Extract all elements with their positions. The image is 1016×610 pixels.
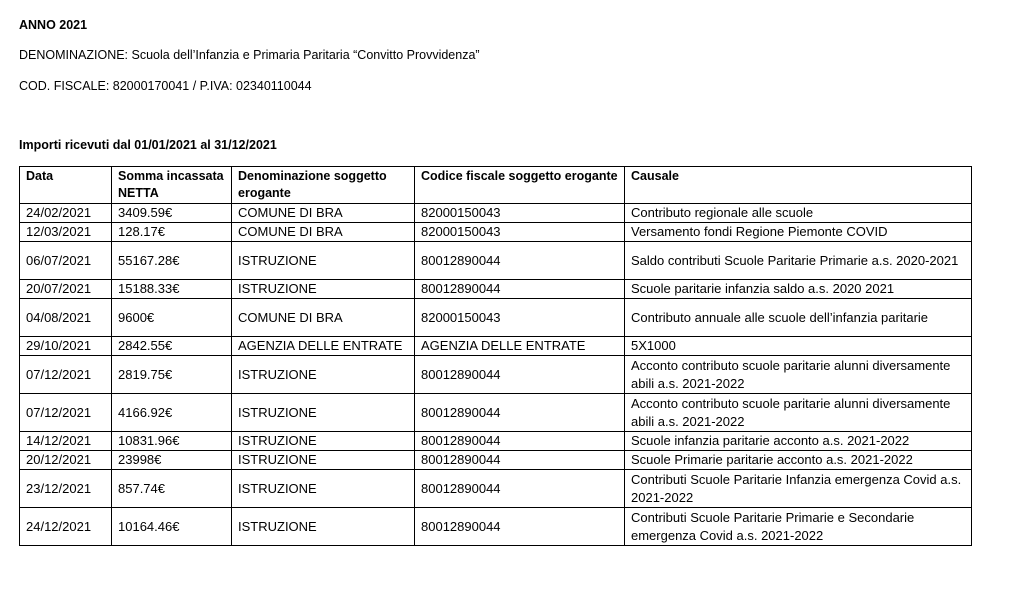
cell-entity: ISTRUZIONE: [232, 394, 415, 432]
cell-entity: AGENZIA DELLE ENTRATE: [232, 337, 415, 356]
cell-entity: ISTRUZIONE: [232, 356, 415, 394]
cell-entity: COMUNE DI BRA: [232, 204, 415, 223]
cell-amount: 857.74€: [112, 470, 232, 508]
cell-date: 12/03/2021: [20, 223, 112, 242]
cell-date: 07/12/2021: [20, 394, 112, 432]
cell-reason: Contributi Scuole Paritarie Infanzia emergenza Covid a.s. 2021-2022: [625, 470, 972, 508]
cell-amount: 3409.59€: [112, 204, 232, 223]
cell-amount: 128.17€: [112, 223, 232, 242]
cell-tax-code: AGENZIA DELLE ENTRATE: [415, 337, 625, 356]
cell-entity: ISTRUZIONE: [232, 508, 415, 546]
table-row: [20, 508, 972, 546]
period-title: Importi ricevuti dal 01/01/2021 al 31/12/2021: [19, 138, 277, 152]
cell-tax-code: 80012890044: [415, 432, 625, 451]
school-name: DENOMINAZIONE: Scuola dell’Infanzia e Primaria Paritaria “Convitto Provvidenza”: [19, 48, 480, 62]
cell-entity: ISTRUZIONE: [232, 451, 415, 470]
header-tax-code: Codice fiscale soggetto erogante: [415, 167, 625, 204]
header-reason: Causale: [625, 167, 972, 204]
cell-amount: 15188.33€: [112, 280, 232, 299]
tax-codes: COD. FISCALE: 82000170041 / P.IVA: 02340110044: [19, 79, 312, 93]
payments-table: [19, 166, 972, 546]
cell-entity: ISTRUZIONE: [232, 242, 415, 280]
cell-entity: COMUNE DI BRA: [232, 223, 415, 242]
cell-tax-code: 82000150043: [415, 223, 625, 242]
table-row: [20, 280, 972, 299]
header-entity: Denominazione soggetto erogante: [232, 167, 415, 204]
cell-tax-code: 82000150043: [415, 299, 625, 337]
cell-amount: 55167.28€: [112, 242, 232, 280]
cell-tax-code: 80012890044: [415, 242, 625, 280]
table-header-row: [20, 167, 972, 204]
cell-amount: 9600€: [112, 299, 232, 337]
cell-amount: 23998€: [112, 451, 232, 470]
cell-entity: ISTRUZIONE: [232, 470, 415, 508]
table-row: [20, 451, 972, 470]
cell-entity: COMUNE DI BRA: [232, 299, 415, 337]
table-row: [20, 470, 972, 508]
table-row: [20, 223, 972, 242]
cell-reason: 5X1000: [625, 337, 972, 356]
cell-tax-code: 80012890044: [415, 394, 625, 432]
cell-date: 06/07/2021: [20, 242, 112, 280]
cell-reason: Scuole paritarie infanzia saldo a.s. 2020 2021: [625, 280, 972, 299]
cell-date: 24/02/2021: [20, 204, 112, 223]
cell-amount: 2819.75€: [112, 356, 232, 394]
cell-date: 29/10/2021: [20, 337, 112, 356]
cell-reason: Scuole Primarie paritarie acconto a.s. 2021-2022: [625, 451, 972, 470]
cell-amount: 4166.92€: [112, 394, 232, 432]
cell-date: 04/08/2021: [20, 299, 112, 337]
cell-entity: ISTRUZIONE: [232, 280, 415, 299]
cell-reason: Versamento fondi Regione Piemonte COVID: [625, 223, 972, 242]
year-heading: ANNO 2021: [19, 18, 88, 32]
header-amount: Somma incassata NETTA: [112, 167, 232, 204]
header-date: Data: [20, 167, 112, 204]
cell-tax-code: 82000150043: [415, 204, 625, 223]
cell-reason: Acconto contributo scuole paritarie alunni diversamente abili a.s. 2021-2022: [625, 356, 972, 394]
cell-amount: 10831.96€: [112, 432, 232, 451]
cell-tax-code: 80012890044: [415, 470, 625, 508]
cell-entity: ISTRUZIONE: [232, 432, 415, 451]
table-row: [20, 356, 972, 394]
cell-date: 14/12/2021: [20, 432, 112, 451]
cell-reason: Contributi Scuole Paritarie Primarie e Secondarie emergenza Covid a.s. 2021-2022: [625, 508, 972, 546]
cell-reason: Contributo annuale alle scuole dell’infanzia paritarie: [625, 299, 972, 337]
cell-date: 24/12/2021: [20, 508, 112, 546]
cell-date: 20/07/2021: [20, 280, 112, 299]
cell-amount: 2842.55€: [112, 337, 232, 356]
cell-reason: Saldo contributi Scuole Paritarie Primarie a.s. 2020-2021: [625, 242, 972, 280]
table-row: [20, 299, 972, 337]
cell-amount: 10164.46€: [112, 508, 232, 546]
table-row: [20, 204, 972, 223]
table-row: [20, 242, 972, 280]
cell-tax-code: 80012890044: [415, 451, 625, 470]
cell-reason: Scuole infanzia paritarie acconto a.s. 2021-2022: [625, 432, 972, 451]
cell-date: 07/12/2021: [20, 356, 112, 394]
cell-reason: Acconto contributo scuole paritarie alunni diversamente abili a.s. 2021-2022: [625, 394, 972, 432]
table-row: [20, 394, 972, 432]
cell-tax-code: 80012890044: [415, 280, 625, 299]
cell-date: 20/12/2021: [20, 451, 112, 470]
cell-tax-code: 80012890044: [415, 356, 625, 394]
cell-reason: Contributo regionale alle scuole: [625, 204, 972, 223]
table-row: [20, 337, 972, 356]
cell-tax-code: 80012890044: [415, 508, 625, 546]
table-row: [20, 432, 972, 451]
cell-date: 23/12/2021: [20, 470, 112, 508]
